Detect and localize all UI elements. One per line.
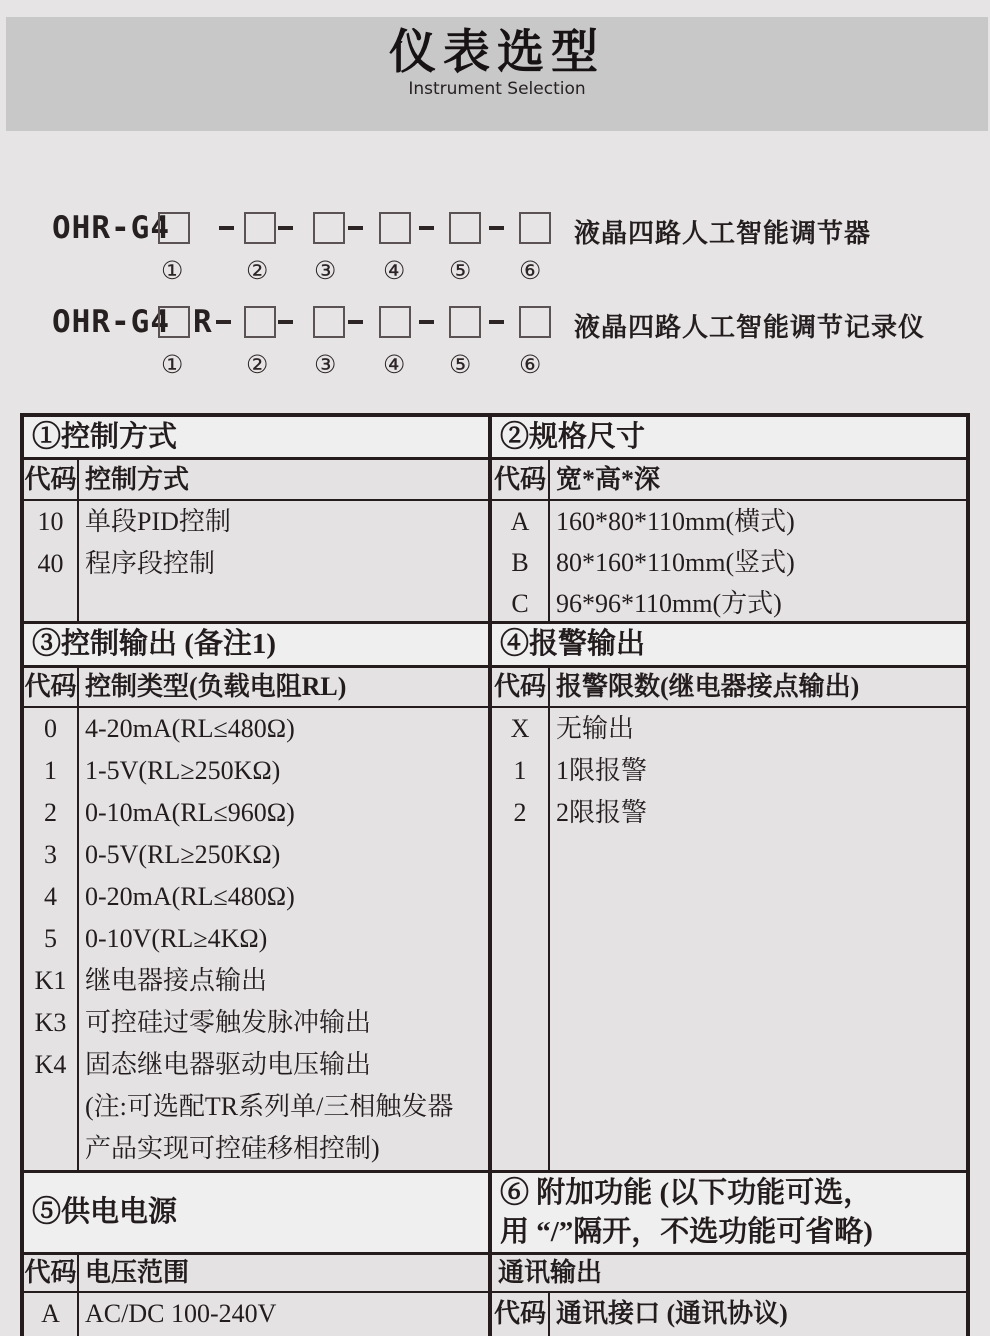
model-marker: ② bbox=[246, 258, 269, 285]
selection-table bbox=[20, 413, 970, 1336]
section5-header bbox=[24, 1173, 488, 1255]
model-code-box bbox=[158, 212, 190, 244]
section4-title: ④报警输出 bbox=[500, 628, 646, 660]
model-marker: ② bbox=[246, 352, 269, 379]
section4-header bbox=[492, 624, 966, 668]
code-header: 代码 bbox=[493, 1299, 546, 1328]
option-desc: 继电器接点输出 bbox=[85, 966, 268, 995]
code-value: K4 bbox=[34, 1050, 67, 1079]
model-marker: ③ bbox=[314, 352, 337, 379]
code-value: X bbox=[510, 714, 530, 743]
model2-description: 液晶四路人工智能调节记录仪 bbox=[574, 313, 926, 343]
code-header: 代码 bbox=[24, 1255, 79, 1291]
code-value: 3 bbox=[44, 840, 57, 869]
comm-output-subheader: 通讯输出 bbox=[498, 1258, 603, 1287]
option-desc: AC/DC 100-240V bbox=[85, 1299, 277, 1328]
dash-separator bbox=[489, 226, 504, 230]
model-code-box bbox=[519, 306, 551, 338]
option-desc: 80*160*110mm(竖式) bbox=[556, 548, 795, 577]
dash-separator bbox=[419, 226, 434, 230]
code-value: 10 bbox=[37, 507, 64, 536]
table-right-column bbox=[492, 417, 966, 1336]
model-code-box bbox=[379, 306, 411, 338]
model-marker: ⑥ bbox=[519, 352, 542, 379]
table-left-column bbox=[24, 417, 488, 1336]
code-value: 1 bbox=[513, 756, 527, 785]
page-subtitle: Instrument Selection bbox=[408, 79, 586, 99]
option-desc: 0-5V(RL≥250KΩ) bbox=[85, 840, 281, 869]
code-value: 2 bbox=[513, 798, 527, 827]
model-code-box bbox=[449, 212, 481, 244]
section2-header bbox=[492, 417, 966, 460]
option-desc: 2限报警 bbox=[556, 798, 648, 827]
section2-column-headers bbox=[492, 460, 966, 501]
section3-column-headers bbox=[24, 668, 488, 708]
model-code-box bbox=[158, 306, 190, 338]
option-desc: 0-20mA(RL≤480Ω) bbox=[85, 882, 295, 911]
code-value: K3 bbox=[34, 1008, 67, 1037]
option-desc: 固态继电器驱动电压输出 bbox=[85, 1050, 372, 1079]
section1-header bbox=[24, 417, 488, 460]
option-desc: 无输出 bbox=[556, 714, 635, 743]
dash-separator bbox=[489, 320, 504, 324]
page-banner bbox=[6, 17, 988, 131]
model-marker: ③ bbox=[314, 258, 337, 285]
code-value: B bbox=[511, 548, 529, 577]
dash-separator bbox=[419, 320, 434, 324]
dash-separator bbox=[278, 226, 293, 230]
section1-data bbox=[24, 501, 488, 624]
page-title: 仪表选型 bbox=[389, 25, 605, 80]
section5-title: ⑤供电电源 bbox=[32, 1196, 178, 1228]
model2-prefix: OHR-G4 bbox=[52, 304, 170, 340]
section3-header bbox=[24, 624, 488, 668]
code-value: 1 bbox=[44, 756, 57, 785]
desc-header: 控制类型(负载电阻RL) bbox=[85, 672, 347, 701]
option-desc: 1-5V(RL≥250KΩ) bbox=[85, 756, 281, 785]
code-value: C bbox=[511, 589, 529, 618]
code-header: 代码 bbox=[24, 668, 79, 706]
code-value: 40 bbox=[37, 549, 64, 578]
model-code-box bbox=[519, 212, 551, 244]
model-marker: ⑥ bbox=[519, 258, 542, 285]
code-header: 代码 bbox=[492, 460, 550, 499]
model-marker: ① bbox=[161, 352, 184, 379]
option-desc: 0-10V(RL≥4KΩ) bbox=[85, 924, 268, 953]
dash-separator bbox=[219, 226, 234, 230]
section6-data bbox=[492, 1293, 966, 1336]
code-header: 代码 bbox=[24, 460, 79, 499]
section2-title: ②规格尺寸 bbox=[500, 420, 646, 453]
section2-data bbox=[492, 501, 966, 624]
desc-header: 通讯接口 (通讯协议) bbox=[556, 1299, 788, 1328]
section3-note-line2: 产品实现可控硅移相控制) bbox=[85, 1134, 380, 1163]
section5-column-headers bbox=[24, 1255, 488, 1293]
section3-title: ③控制输出 (备注1) bbox=[32, 628, 277, 660]
section4-data bbox=[492, 708, 966, 1173]
dash-separator bbox=[348, 226, 363, 230]
model1-description: 液晶四路人工智能调节器 bbox=[574, 219, 872, 249]
dash-separator bbox=[216, 320, 231, 324]
model-marker: ④ bbox=[383, 258, 406, 285]
model-code-box bbox=[379, 212, 411, 244]
option-desc: 1限报警 bbox=[556, 756, 648, 785]
code-value: K1 bbox=[34, 966, 67, 995]
option-desc: 96*96*110mm(方式) bbox=[556, 589, 782, 618]
model-marker: ④ bbox=[383, 352, 406, 379]
option-desc: 160*80*110mm(横式) bbox=[556, 507, 795, 536]
desc-header: 报警限数(继电器接点输出) bbox=[556, 672, 860, 701]
section4-column-headers bbox=[492, 668, 966, 708]
desc-header: 电压范围 bbox=[85, 1258, 190, 1287]
section3-data bbox=[24, 708, 488, 1173]
model-marker: ① bbox=[161, 258, 184, 285]
model1-prefix: OHR-G4 bbox=[52, 210, 170, 246]
dash-separator bbox=[278, 320, 293, 324]
dash-separator bbox=[348, 320, 363, 324]
section1-title: ①控制方式 bbox=[32, 420, 178, 453]
code-value: 5 bbox=[44, 924, 57, 953]
model-code-box bbox=[313, 212, 345, 244]
model-code-box bbox=[244, 306, 276, 338]
code-value: A bbox=[41, 1299, 60, 1328]
option-desc: 0-10mA(RL≤960Ω) bbox=[85, 798, 295, 827]
option-desc: 可控硅过零触发脉冲输出 bbox=[85, 1008, 372, 1037]
model-code-box bbox=[313, 306, 345, 338]
desc-header: 控制方式 bbox=[85, 465, 190, 494]
desc-header: 宽*高*深 bbox=[556, 465, 661, 494]
option-desc: 程序段控制 bbox=[85, 549, 216, 578]
code-value: 2 bbox=[44, 798, 57, 827]
option-desc: 4-20mA(RL≤480Ω) bbox=[85, 714, 295, 743]
section6-title-line1: ⑥ 附加功能 (以下功能可选， bbox=[500, 1176, 873, 1209]
code-value: A bbox=[510, 507, 530, 536]
code-value: 4 bbox=[44, 882, 57, 911]
model-marker: ⑤ bbox=[449, 258, 472, 285]
option-desc: 单段PID控制 bbox=[85, 507, 231, 536]
code-header: 代码 bbox=[492, 668, 550, 706]
code-value: 0 bbox=[44, 714, 57, 743]
model-marker: ⑤ bbox=[449, 352, 472, 379]
model-code-box bbox=[244, 212, 276, 244]
section3-note-line1: (注:可选配TR系列单/三相触发器 bbox=[85, 1092, 454, 1121]
model2-r-letter: R bbox=[193, 304, 213, 340]
section6-subheader-row bbox=[492, 1255, 966, 1293]
model-code-box bbox=[449, 306, 481, 338]
section6-title-line2: 用 “/”隔开，不选功能可省略) bbox=[500, 1215, 873, 1248]
section5-data bbox=[24, 1293, 488, 1336]
section6-header bbox=[492, 1173, 966, 1255]
section1-column-headers bbox=[24, 460, 488, 501]
